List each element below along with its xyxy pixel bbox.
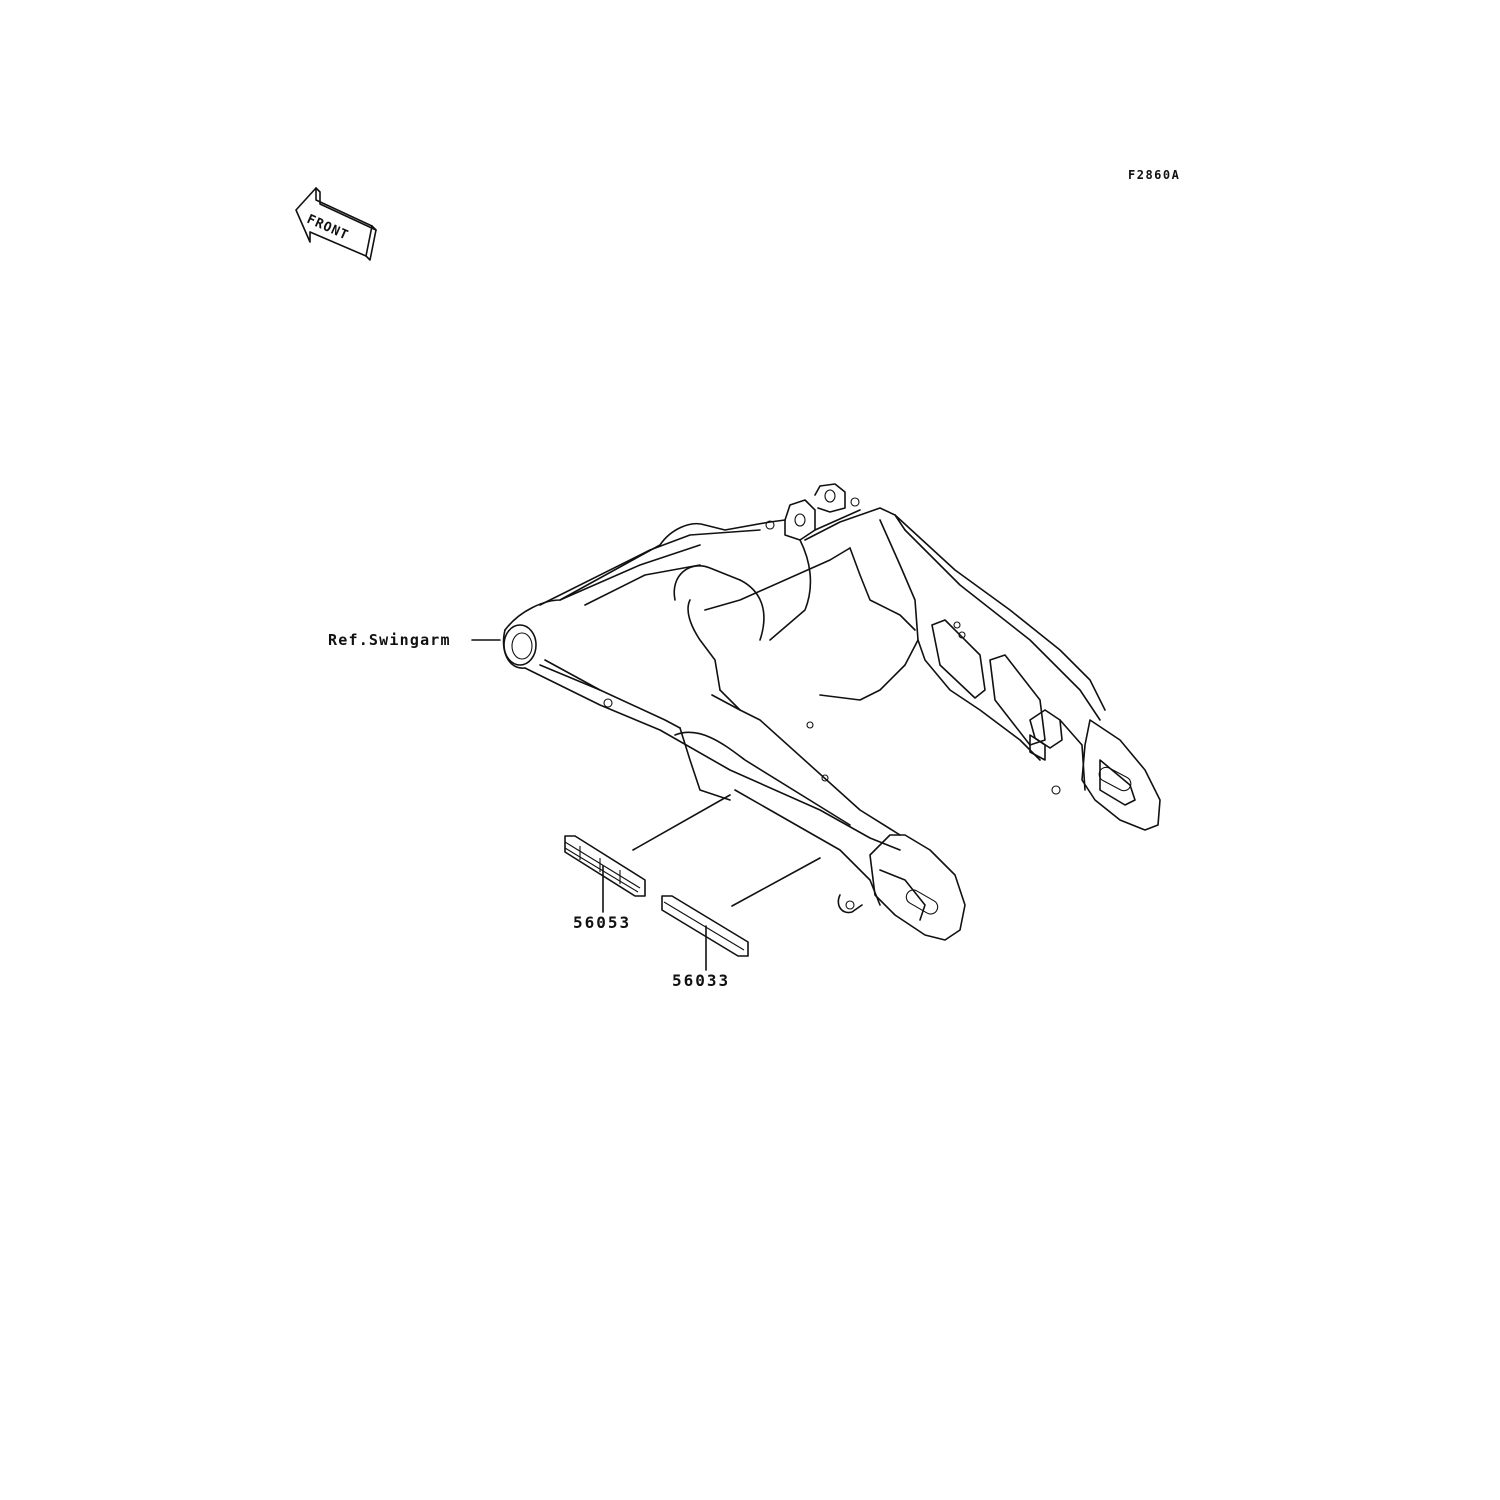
part-number-56053[interactable]: 56053 xyxy=(573,913,632,932)
leader-56033-upper xyxy=(732,858,820,906)
figure-code: F2860A xyxy=(1128,168,1181,182)
reference-label-swingarm: Ref.Swingarm xyxy=(328,631,451,649)
decal-56053[interactable] xyxy=(565,836,645,896)
leader-56053-upper xyxy=(633,795,730,850)
part-number-56033[interactable]: 56033 xyxy=(672,971,731,990)
front-arrow-icon xyxy=(296,188,376,260)
front-arrow-label: FRONT xyxy=(304,211,351,244)
